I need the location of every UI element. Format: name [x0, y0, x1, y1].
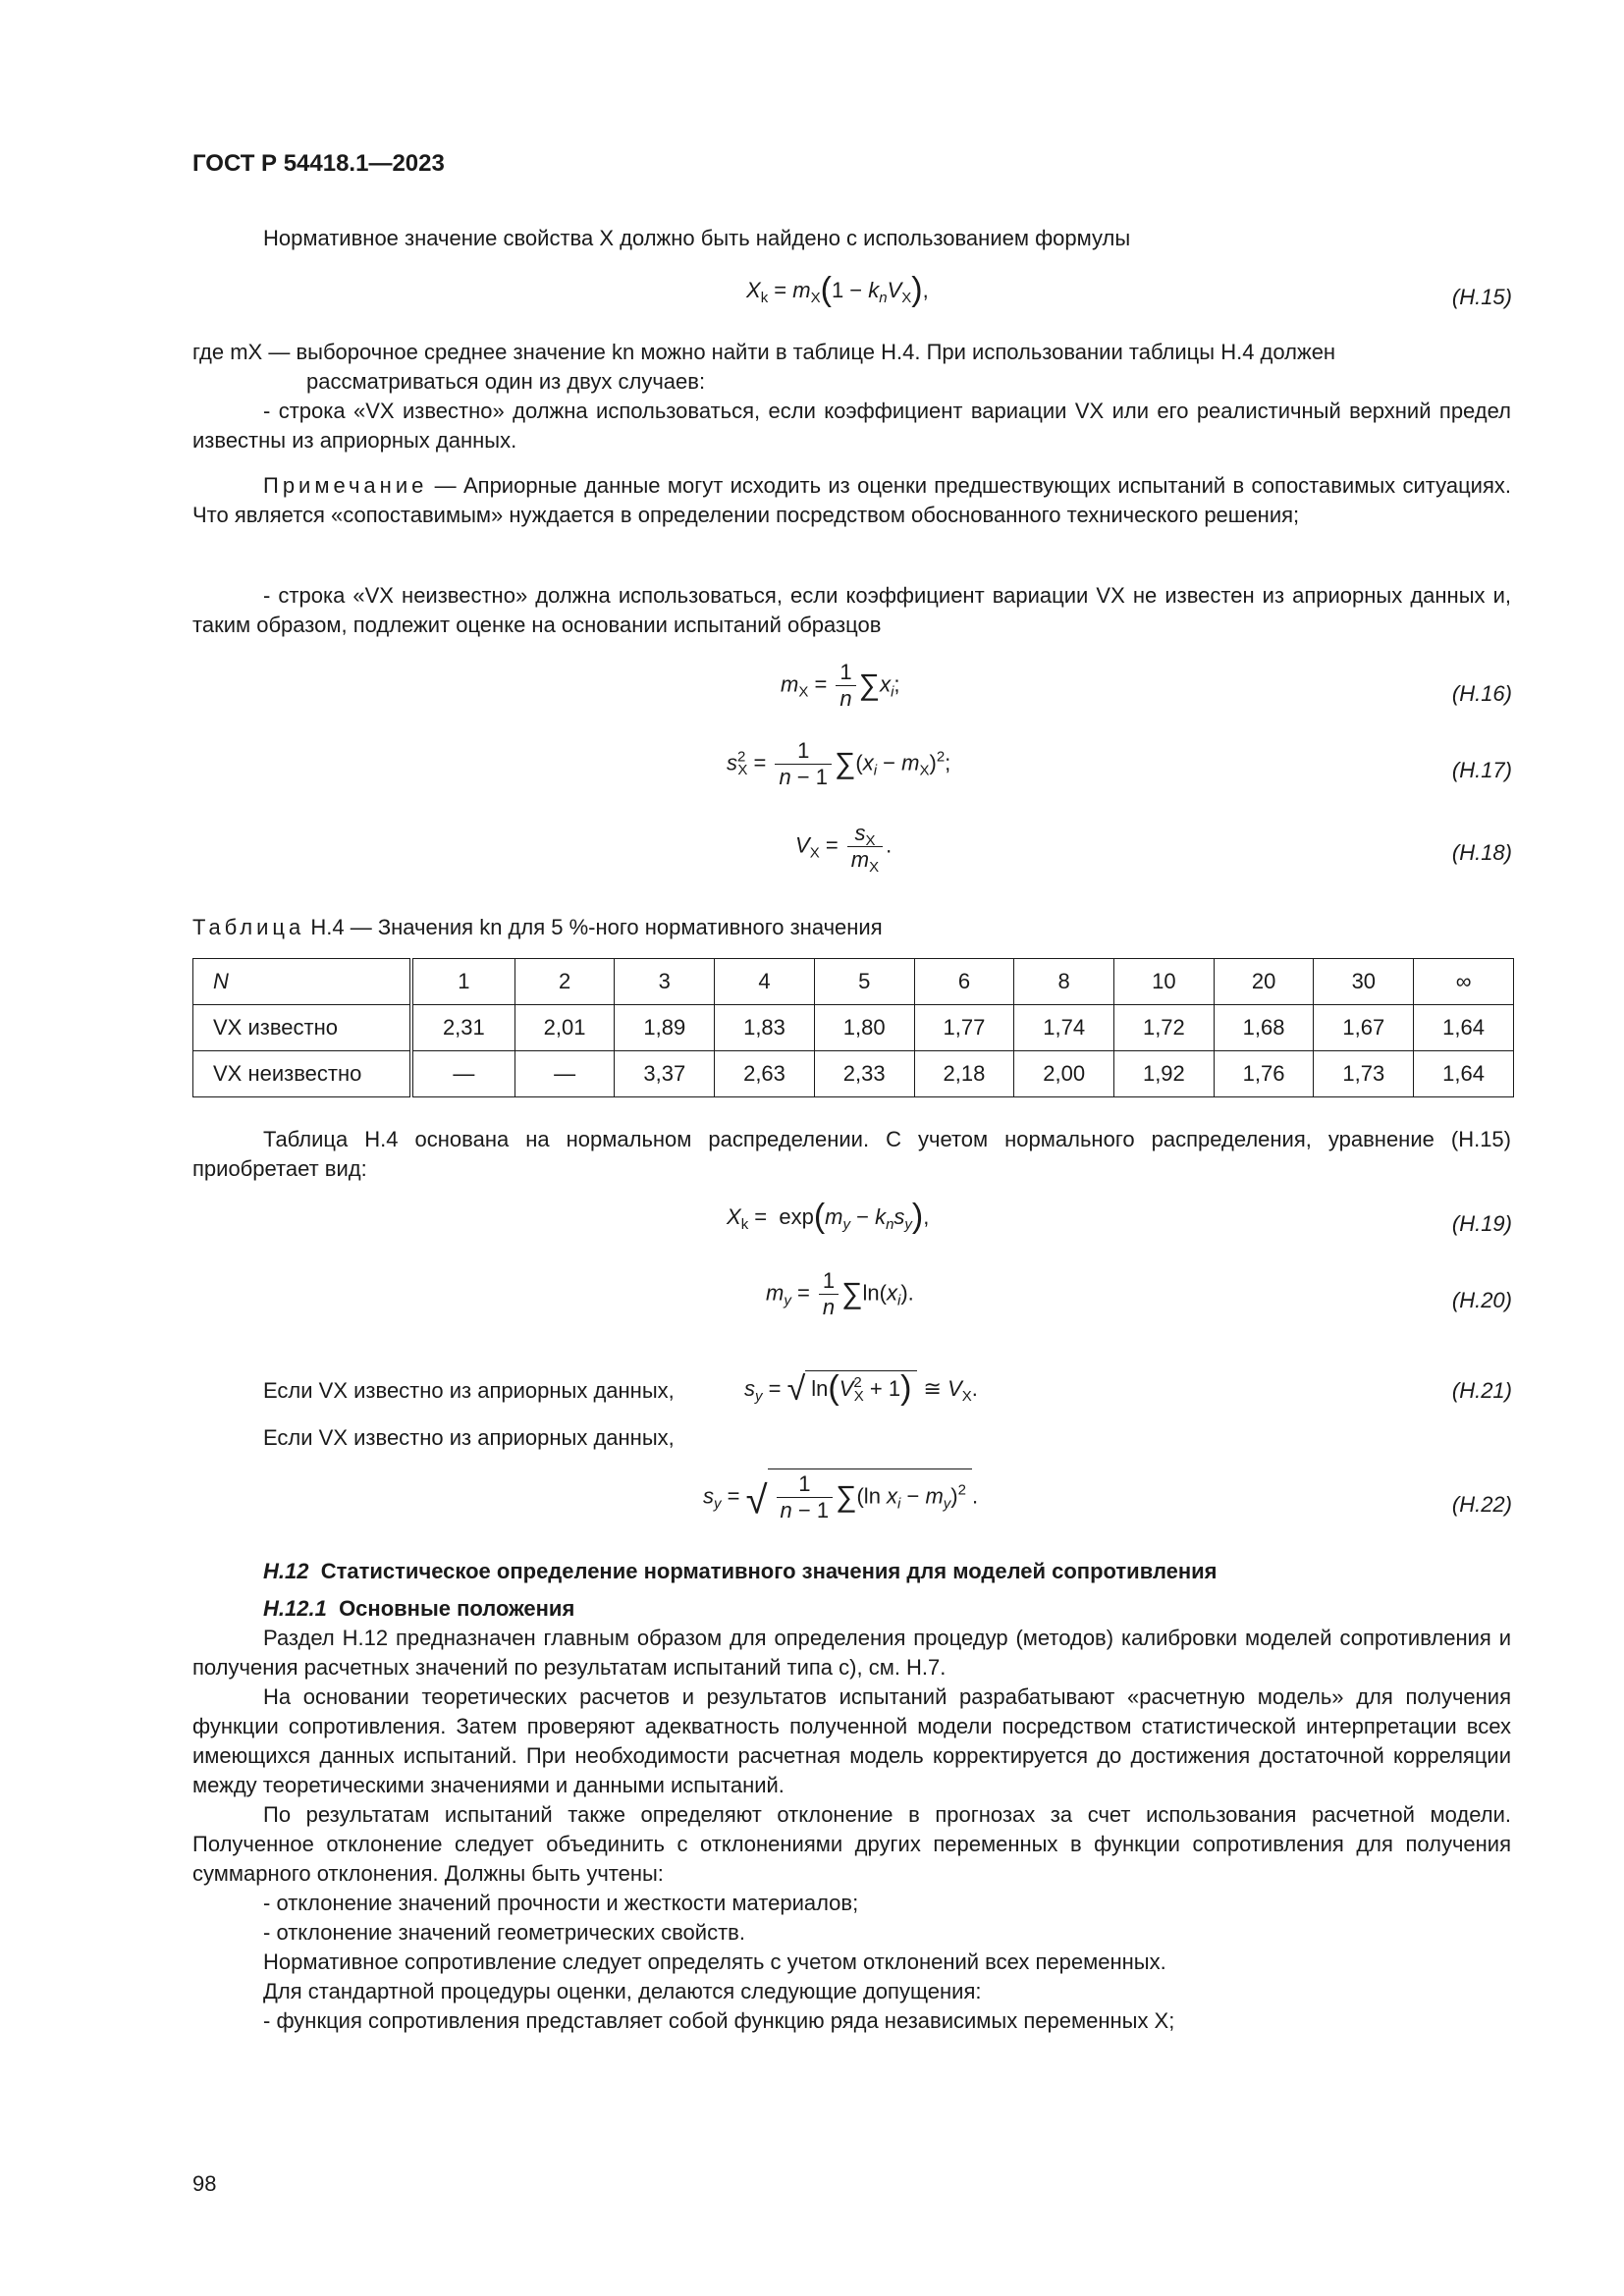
- formula-h15: $X_k = m_X(1 - k_nV_X)$,: [746, 271, 929, 308]
- table-header-cell: 20: [1214, 959, 1314, 1005]
- table-cell: 1,92: [1114, 1051, 1215, 1097]
- equation-number-h19: (H.19): [1451, 1211, 1512, 1236]
- table-h4: [192, 958, 1514, 1097]
- paragraph-case-unknown: - строка «VX неизвестно» должна использоваться, если коэффициент вариации VX не известен из априорных данных и, таким образом, подлежит оценке на основании испытаний образцов: [192, 583, 1511, 637]
- table-row-label: VX неизвестно: [193, 1051, 412, 1097]
- table-cell: 1,77: [914, 1005, 1014, 1051]
- table-caption-label: Таблица: [192, 915, 305, 939]
- document-header: ГОСТ Р 54418.1—2023: [192, 150, 445, 177]
- table-cell: 1,80: [814, 1005, 914, 1051]
- formula-h17: $s^2_X$ = $\frac{1}{n - 1}$ $\sum(x_i - m_X)^2$;: [727, 738, 951, 789]
- table-cell: 1,89: [615, 1005, 715, 1051]
- equation-number-h22: (H.22): [1451, 1492, 1512, 1517]
- paragraph-case-known: - строка «VX известно» должна использоваться, если коэффициент вариации VX или его реалистичный верхний предел известны из априорных данных.: [192, 399, 1511, 453]
- note-paragraph: [192, 471, 1511, 530]
- equation-number-h18: (H.18): [1451, 840, 1512, 865]
- table-header-cell: 3: [615, 959, 715, 1005]
- equation-number-h15: (H.15): [1451, 285, 1512, 309]
- equation-number-h21: (H.21): [1451, 1378, 1512, 1403]
- table-header-cell: ∞: [1414, 959, 1514, 1005]
- table-header-row: [193, 959, 1514, 1005]
- formula-h20: $m_y$ = $\frac{1}{n}$ $\sum\ln(x_i)$.: [766, 1268, 914, 1319]
- table-cell: 3,37: [615, 1051, 715, 1097]
- formula-h16: $m_X$ = $\frac{1}{n}$ $\sum x_i$;: [781, 660, 900, 711]
- section-paragraph: Нормативное сопротивление следует определять с учетом отклонений всех переменных.: [263, 1949, 1166, 1974]
- table-cell: 2,33: [814, 1051, 914, 1097]
- table-header-cell: 6: [914, 959, 1014, 1005]
- equation-number-h17: (H.17): [1451, 758, 1512, 782]
- section-paragraph: Раздел H.12 предназначен главным образом для определения процедур (методов) калибровки моделей сопротивления и получения расчетных значений по результатам испытаний типа с), см. H.7.: [192, 1626, 1511, 1680]
- list-item: - отклонение значений прочности и жесткости материалов;: [263, 1891, 859, 1915]
- paragraph-intro: Нормативное значение свойства X должно быть найдено с использованием формулы: [263, 226, 1131, 250]
- section-body: [192, 1624, 1511, 2036]
- formula-h22: $s_y$ = √ $\frac{1}{n - 1}$ ∑(ln $x_i - m_y)^2$ .: [703, 1468, 978, 1523]
- table-cell: 1,74: [1014, 1005, 1114, 1051]
- table-row-label: VX известно: [193, 1005, 412, 1051]
- table-cell: 1,64: [1414, 1051, 1514, 1097]
- section-heading-h121: [263, 1594, 574, 1624]
- paragraph-table-basis: Таблица H.4 основана на нормальном распределении. С учетом нормального распределения, уравнение (H.15) приобретает вид:: [192, 1127, 1511, 1181]
- table-cell: —: [514, 1051, 615, 1097]
- table-header-cell: 1: [411, 959, 514, 1005]
- list-item: - отклонение значений геометрических свойств.: [263, 1920, 745, 1945]
- section-paragraph: На основании теоретических расчетов и результатов испытаний разрабатывают «расчетную модель» для получения функции сопротивления. Затем проверяют адекватность полученной модели посредством статистической интерпретации всех имеющихся данных испытаний. При необходимости расчетная модель корректируется до достижения достаточной корреляции между теоретическими значениями и данными испытаний.: [192, 1684, 1511, 1797]
- table-header-cell: 2: [514, 959, 615, 1005]
- table-header-cell: 4: [715, 959, 815, 1005]
- paragraph-where: [192, 338, 1511, 397]
- table-header-cell: 30: [1314, 959, 1414, 1005]
- table-cell: 2,18: [914, 1051, 1014, 1097]
- section-title-h121: Основные положения: [339, 1596, 575, 1621]
- text-if-known-1: Если VX известно из априорных данных,: [263, 1378, 675, 1403]
- table-cell: 1,72: [1114, 1005, 1215, 1051]
- section-number-h12: H.12: [263, 1559, 309, 1583]
- formula-h21: $s_y$ = √ $\ln(V^2_X + 1)$ ≅ $V_X$.: [744, 1369, 978, 1408]
- equation-number-h20: (H.20): [1451, 1288, 1512, 1312]
- page-number: 98: [192, 2171, 217, 2196]
- table-cell: 1,64: [1414, 1005, 1514, 1051]
- table-cell: 1,68: [1214, 1005, 1314, 1051]
- table-cell: 1,83: [715, 1005, 815, 1051]
- table-caption-text: H.4 — Значения kn для 5 %-ного нормативного значения: [310, 915, 883, 939]
- table-row: [193, 1005, 1514, 1051]
- table-header-cell: 10: [1114, 959, 1215, 1005]
- table-cell: 1,73: [1314, 1051, 1414, 1097]
- table-cell: 1,67: [1314, 1005, 1414, 1051]
- note-label: Примечание: [263, 473, 428, 498]
- table-cell: 2,63: [715, 1051, 815, 1097]
- where-line-2: рассматриваться один из двух случаев:: [306, 369, 706, 394]
- section-paragraph: Для стандартной процедуры оценки, делаются следующие допущения:: [263, 1979, 982, 2003]
- table-cell: 1,76: [1214, 1051, 1314, 1097]
- table-row: [193, 1051, 1514, 1097]
- equation-number-h16: (H.16): [1451, 681, 1512, 706]
- table-cell: 2,00: [1014, 1051, 1114, 1097]
- section-number-h121: H.12.1: [263, 1596, 327, 1621]
- formula-h19: $X_k = \exp(m_y - k_ns_y)$,: [727, 1198, 930, 1235]
- where-line-1: где mX — выборочное среднее значение kn можно найти в таблице H.4. При использовании таблицы H.4 должен: [192, 340, 1336, 364]
- table-header-cell: 5: [814, 959, 914, 1005]
- table-cell: 2,01: [514, 1005, 615, 1051]
- table-header-cell: 8: [1014, 959, 1114, 1005]
- table-caption: [192, 913, 883, 942]
- note-text: — Априорные данные могут исходить из оценки предшествующих испытаний в сопоставимых ситуациях. Что является «сопоставимым» нуждается в определении посредством обоснованного технического решения;: [192, 473, 1511, 527]
- text-if-known-2: Если VX известно из априорных данных,: [263, 1425, 675, 1450]
- section-heading-h12: [263, 1557, 1218, 1586]
- formula-h18: $V_X$ = $\frac{s_X}{m_X}$ .: [795, 821, 893, 876]
- section-paragraph: По результатам испытаний также определяют отклонение в прогнозах за счет использования расчетной модели. Полученное отклонение следует объединить с отклонениями других переменных в функции сопротивления для получения суммарного отклонения. Должны быть учтены:: [192, 1802, 1511, 1886]
- table-header-cell: N: [193, 959, 412, 1005]
- table-cell: 2,31: [411, 1005, 514, 1051]
- table-cell: —: [411, 1051, 514, 1097]
- section-title-h12: Статистическое определение нормативного значения для моделей сопротивления: [320, 1559, 1218, 1583]
- section-paragraph: - функция сопротивления представляет собой функцию ряда независимых переменных X;: [263, 2008, 1175, 2033]
